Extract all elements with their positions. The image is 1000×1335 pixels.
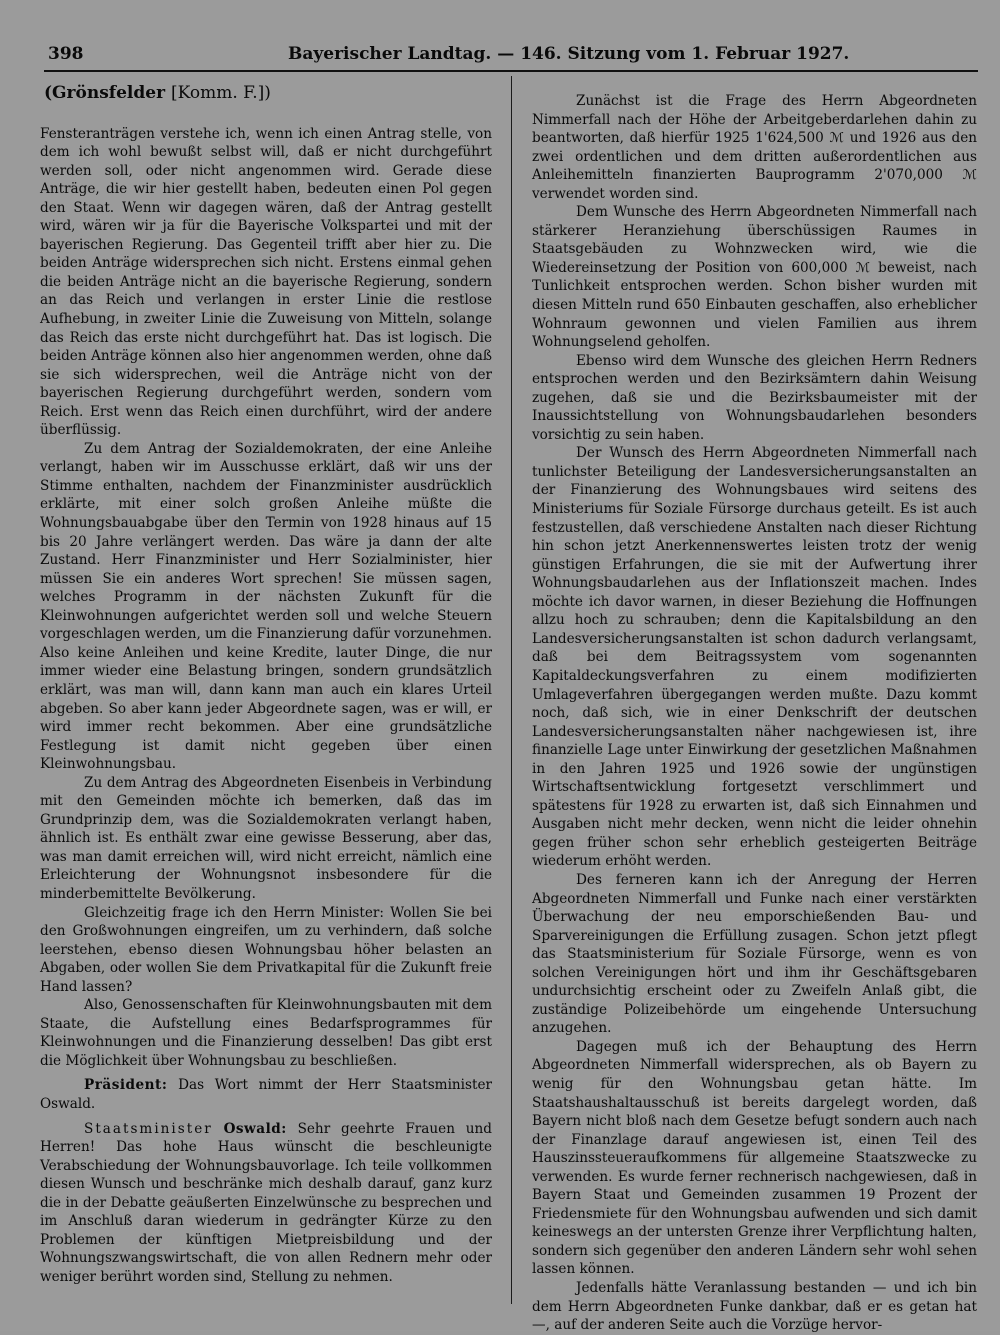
- speaker-role: Staatsminister: [84, 1120, 213, 1137]
- left-column: [40, 84, 492, 1286]
- page-header: [40, 42, 980, 68]
- speaker-tag: [44, 84, 492, 103]
- paragraph: [40, 1120, 492, 1287]
- column-divider: [511, 76, 512, 1304]
- header-rule: [44, 70, 978, 72]
- speaker-party: [Komm. F.]): [170, 83, 271, 103]
- speaker-label: Oswald:: [223, 1120, 287, 1137]
- paragraph: Zunächst ist die Frage des Herrn Abgeordneten Nimmerfall nach der Höhe der Arbeitgeberdarlehen dahin zu beantworten, daß hierfür 1925 1'624,500 ℳ und 1926 aus den zwei ordentlichen und dem dritten außerordentlichen aus Anleihemitteln finanzierten Bauprogramm 2'070,000 ℳ verwendet worden sind.: [532, 93, 977, 202]
- paragraph: Gleichzeitig frage ich den Herrn Minister: Wollen Sie bei den Großwohnungen eingreifen, um zu verhindern, daß solche leerstehen, ebenso diesen Wohnungsbau höher belasten an Abgaben, oder wollen Sie dem Privatkapital für die Zukunft freie Hand lassen?: [40, 904, 492, 995]
- page-number: 398: [48, 44, 84, 64]
- paragraph: Fensteranträgen verstehe ich, wenn ich einen Antrag stelle, von dem ich wohl bewußt selbst will, daß er nicht durchgeführt werden soll, oder nicht angenommen wird. Gerade diese Anträge, die wir hier gestellt haben, bedeuten einen Pol gegen den Staat. Wenn wir dagegen wären, daß der Antrag gestellt wird, wären wir ja für die Bayerische Volkspartei und mit der bayerischen Regierung. Das Gegenteil trifft aber hier zu. Die beiden Anträge widersprechen sich nicht. Erstens einmal gehen die beiden Anträge nicht an die bayerische Regierung, sondern an das Reich und verlangen in erster Linie die restlose Aufhebung, in zweiter Linie die Zuweisung von Mitteln, solange das Reich das erste nicht durchgeführt hat. Das ist logisch. Die beiden Anträge können also hier angenommen werden, ohne daß sie sich widersprechen, weil die Anträge nicht von der bayerischen Regierung durchgeführt werden, sondern vom Reich. Erst wenn das Reich einen durchführt, wird der andere überflüssig.: [40, 125, 492, 439]
- paragraph-text: Sehr geehrte Frauen und Herren! Das hohe Haus wünscht die beschleunigte Verabschiedung der Wohnungsbauvorlage. Ich teile vollkommen diesen Wunsch und beschränke mich deshalb darauf, ganz kurz die in der Debatte geäußerten Einzelwünsche zu besprechen und im Anschluß daran wiederum in gedrängter Kürze zu den Problemen der künftigen Mietpreisbildung und der Wohnungszwangswirtschaft, die von allen Rednern mehr oder weniger berührt worden sind, Stellung zu nehmen.: [40, 1120, 492, 1285]
- paragraph: Jedenfalls hätte Veranlassung bestanden — und ich bin dem Herrn Abgeordneten Funke dankbar, daß er es getan hat —, auf der anderen Seite auch die Vorzüge hervor-: [532, 1280, 977, 1334]
- paragraph: Des ferneren kann ich der Anregung der Herren Abgeordneten Nimmerfall und Funke nach einer verstärkten Überwachung der neu emporschießenden Bau- und Sparvereinigungen die Erfüllung zusagen. Schon jetzt pflegt das Staatsministerium für Soziale Fürsorge, wenn es von solchen Vereinigungen hört und ihm ihr Geschäftsgebaren undurchsichtig erscheint oder zu Zweifeln Anlaß gibt, die zuständige Polizeibehörde um eingehende Untersuchung anzugehen.: [532, 871, 977, 1037]
- paragraph: Zu dem Antrag der Sozialdemokraten, der eine Anleihe verlangt, haben wir im Ausschusse erklärt, daß wir uns der Stimme enthalten, nachdem der Finanzminister ausdrücklich erklärte, mit einer solch großen Anleihe müßte die Wohnungsbauabgabe über den Termin von 1928 hinaus auf 15 bis 20 Jahre verlängert werden. Das wäre ja dann der alte Zustand. Herr Finanzminister und Herr Sozialminister, hier müssen Sie ein anderes Wort sprechen! Sie müssen sagen, welches Programm in der nächsten Zukunft für die Kleinwohnungen aufgerichtet werden soll und welche Steuern vorgeschlagen werden, um die Finanzierung dafür vorzunehmen. Also keine Anleihen und keine Kredite, lauter Dinge, die nur immer wieder eine Belastung bringen, sondern grundsätzlich erklärt, was man will, dann kann man auch ein klares Urteil abgeben. So aber kann jeder Abgeordnete sagen, was er will, er wird immer recht bekommen. Aber eine grundsätzliche Festlegung ist damit nicht gegeben über einen Kleinwohnungsbau.: [40, 440, 492, 773]
- paragraph: Ebenso wird dem Wunsche des gleichen Herrn Redners entsprochen werden und den Bezirksämtern dahin Weisung zugehen, daß sie und die Bezirksbaumeister mit der Inaussichtstellung von Wohnungsbaudarlehen besonders vorsichtig zu sein haben.: [532, 352, 977, 443]
- running-head: Bayerischer Landtag. — 146. Sitzung vom 1. Februar 1927.: [288, 44, 850, 64]
- paragraph: Dem Wunsche des Herrn Abgeordneten Nimmerfall nach stärkerer Heranziehung überschüssigen Raumes in Staatsgebäuden zu Wohnzwecken wird, wie die Wiedereinsetzung der Position von 600,000 ℳ beweist, nach Tunlichkeit entsprochen werden. Schon bisher wurden mit diesen Mitteln rund 650 Einbauten geschaffen, also erheblicher Wohnraum gewonnen und vielen Familien aus ihrem Wohnungselend geholfen.: [532, 204, 977, 351]
- speaker-name: (Grönsfelder: [44, 83, 166, 103]
- paragraph: Der Wunsch des Herrn Abgeordneten Nimmerfall nach tunlichster Beteiligung der Landesversicherungsanstalten an der Finanzierung des Wohnungsbaues wird seitens des Ministeriums für Soziale Fürsorge durchaus geteilt. Es ist auch festzustellen, daß verschiedene Anstalten nach dieser Richtung hin schon jetzt Anerkennenswertes leisten trotz der wenig günstigen Erfahrungen, die sie mit der Aufwertung ihrer Wohnungsbaudarlehen aus der Inflationszeit machen. Indes möchte ich davor warnen, in dieser Beziehung die Hoffnungen allzu hoch zu schrauben; denn die Kapitalsbildung an den Landesversicherungsanstalten ist schon dadurch verlangsamt, daß bei dem Beitragssystem vom sogenannten Kapitaldeckungsverfahren zu einem modifizierten Umlageverfahren übergegangen werden mußte. Dazu kommt noch, daß sich, wie in einer Denkschrift der deutschen Landesversicherungsanstalten näher nachgewiesen ist, ihre finanzielle Lage unter Einwirkung der gesetzlichen Maßnahmen in den Jahren 1925 und 1926 sowie der ungünstigen Wirtschaftsentwicklung fortgesetzt verschlimmert und spätestens für 1928 zu erwarten ist, daß sich Einnahmen und Ausgaben nicht mehr decken, wenn nicht die leider ohnehin gegen früher schon sehr erheblich gesteigerten Beiträge wiederum erhöht werden.: [532, 445, 977, 870]
- right-column: [532, 92, 977, 1335]
- paragraph: Also, Genossenschaften für Kleinwohnungsbauten mit dem Staate, die Aufstellung eines Bedarfsprogrammes für Kleinwohnungen und die Finanzierung desselben! Das gibt erst die Möglichkeit über Wohnungsbau zu beschließen.: [40, 997, 492, 1069]
- paragraph: [40, 1076, 492, 1113]
- speaker-label: Präsident:: [84, 1077, 168, 1094]
- paragraph-text: Das Wort nimmt der Herr Staatsminister Oswald.: [40, 1077, 492, 1112]
- paragraph: Zu dem Antrag des Abgeordneten Eisenbeis in Verbindung mit den Gemeinden möchte ich bemerken, daß das im Grundprinzip dem, was die Sozialdemokraten verlangt haben, ähnlich ist. Es enthält zwar eine gewisse Besserung, aber das, was man damit erreichen will, wird nicht erreicht, nämlich eine Erleichterung der Wohnungsnot insbesondere für die minderbemittelte Bevölkerung.: [40, 774, 492, 902]
- paragraph: Dagegen muß ich der Behauptung des Herrn Abgeordneten Nimmerfall widersprechen, als ob Bayern zu wenig für den Wohnungsbau getan hätte. Im Staatshaushaltausschuß ist bereits dargelegt worden, daß Bayern nicht bloß nach dem Gesetze befugt sondern auch nach der Finanzlage darauf angewiesen ist, einen Teil des Hauszinssteueraufkommens für allgemeine Staatszwecke zu verwenden. Es wurde ferner rechnerisch nachgewiesen, daß in Bayern Staat und Gemeinden zusammen 19 Prozent der Friedensmiete für den Wohnungsbau aufwenden und sich damit keineswegs an der untersten Grenze ihrer Verpflichtung halten, sondern sich gegenüber den anderen Ländern sehr wohl sehen lassen können.: [532, 1038, 977, 1278]
